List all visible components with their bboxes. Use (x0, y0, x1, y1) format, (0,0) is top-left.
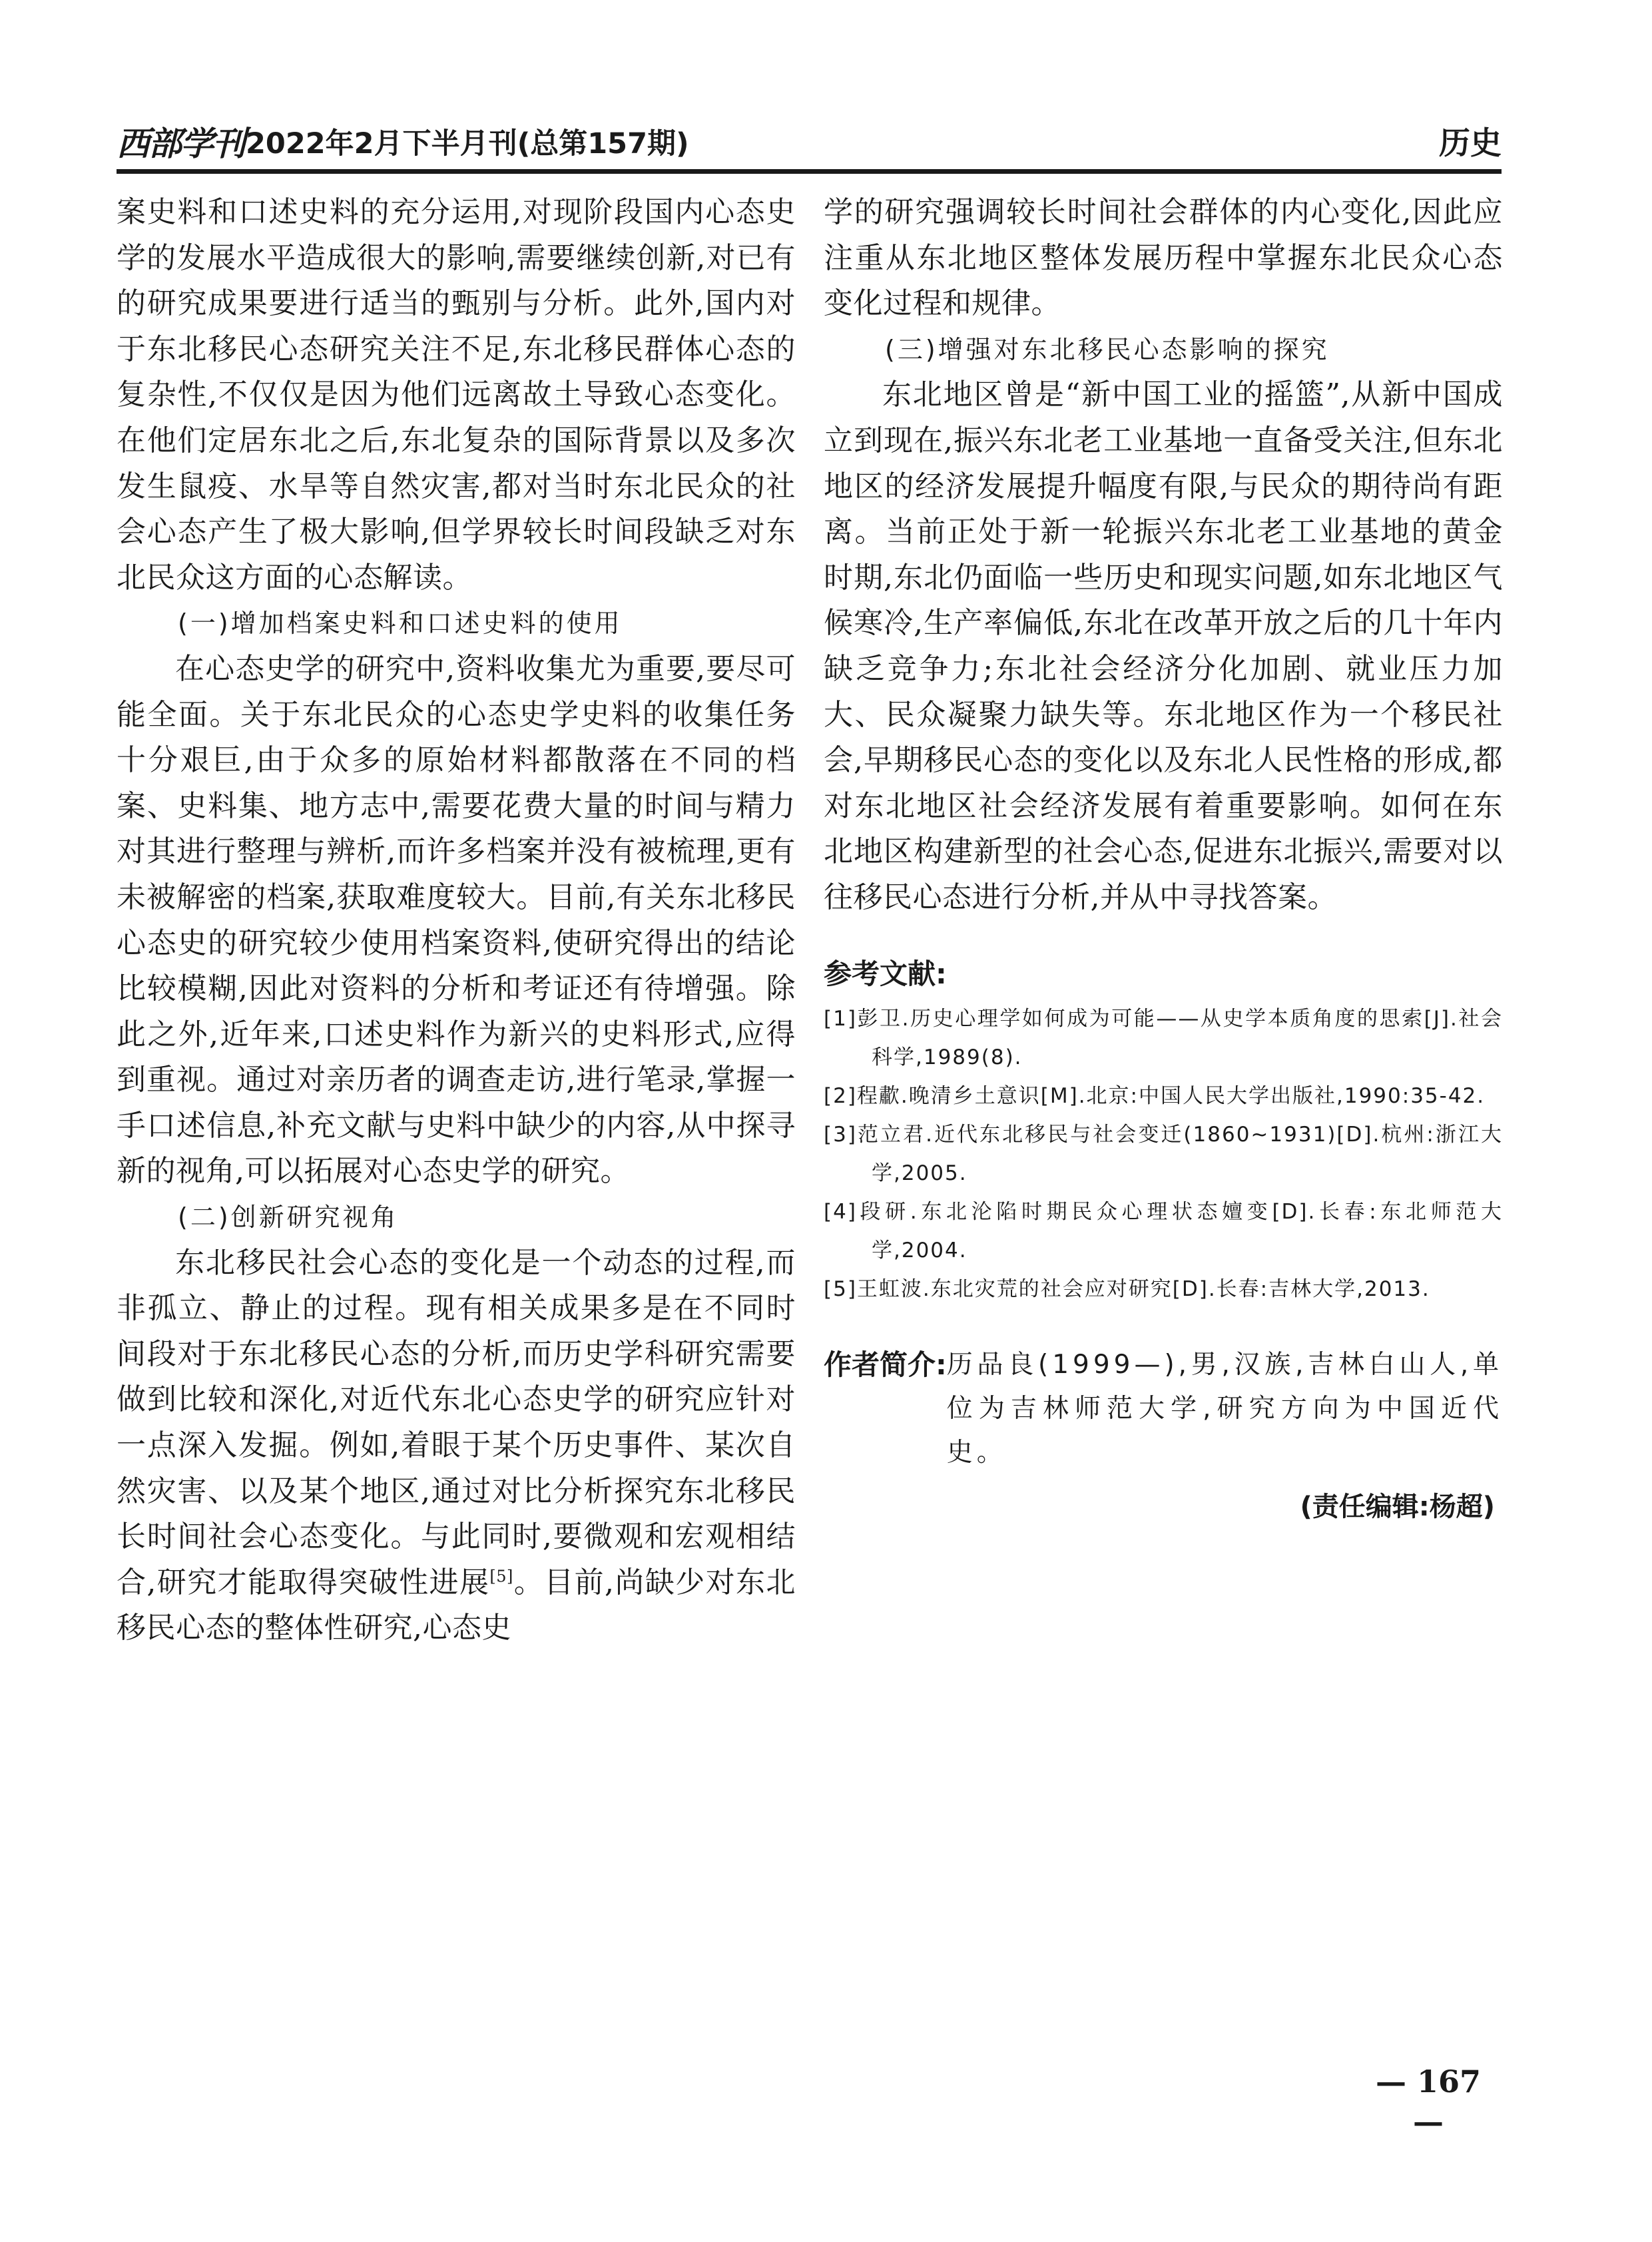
page-header (117, 113, 1502, 164)
author-bio (824, 1343, 1503, 1475)
journal-logo: 西部学刊 (117, 124, 244, 163)
reference-item: [1]彭卫.历史心理学如何成为可能——从史学本质角度的思索[J].社会科学,1989(8). (824, 1006, 1503, 1069)
page-number: — 167 — (1375, 2064, 1482, 2139)
header-left (117, 124, 689, 164)
paragraph-text: 。目前,尚缺少对东北移民心态的整体性研究,心态史 (117, 1565, 796, 1645)
citation-marker: [5] (489, 1567, 513, 1586)
subsection-heading: (一)增加档案史料和口述史料的使用 (178, 609, 623, 639)
header-rule (117, 169, 1502, 174)
subsection-heading: (二)创新研究视角 (178, 1203, 399, 1233)
responsible-editor: (责任编辑:杨超) (1300, 1491, 1495, 1522)
issue-info: 2022年2月下半月刊(总第157期) (246, 127, 689, 160)
reference-item: [4]段研.东北沦陷时期民众心理状态嬗变[D].长春:东北师范大学,2004. (824, 1199, 1503, 1262)
right-column (824, 190, 1503, 1527)
references-heading: 参考文献: (824, 957, 947, 990)
author-bio-text: 历品良(1999—),男,汉族,吉林白山人,单位为吉林师范大学,研究方向为中国近代史。 (946, 1349, 1503, 1468)
reference-item: [5]王虹波.东北灾荒的社会应对研究[D].长春:吉林大学,2013. (824, 1276, 1430, 1301)
body-paragraph (117, 1241, 796, 1651)
reference-item: [2]程歗.晚清乡土意识[M].北京:中国人民大学出版社,1990:35-42. (824, 1083, 1486, 1108)
body-paragraph: 在心态史学的研究中,资料收集尤为重要,要尽可能全面。关于东北民众的心态史学史料的收集任务十分艰巨,由于众多的原始材料都散落在不同的档案、史料集、地方志中,需要花费大量的时间与精力对其进行整理与辨析,而许多档案并没有被梳理,更有未被解密的档案,获取难度较大。目前,有关东北移民心态史的研究较少使用档案资料,使研究得出的结论比较模糊,因此对资料的分析和考证还有待增强。除此之外,近年来,口述史料作为新兴的史料形式,应得到重视。通过对亲历者的调查走访,进行笔录,掌握一手口述信息,补充文献与史料中缺少的内容,从中探寻新的视角,可以拓展对心态史学的研究。 (117, 651, 796, 1189)
section-label: 历史 (1439, 125, 1502, 162)
body-paragraph: 学的研究强调较长时间社会群体的内心变化,因此应注重从东北地区整体发展历程中掌握东北民众心态变化过程和规律。 (824, 195, 1503, 321)
author-bio-label: 作者简介: (824, 1348, 947, 1381)
body-paragraph: 案史料和口述史料的充分运用,对现阶段国内心态史学的发展水平造成很大的影响,需要继续创新,对已有的研究成果要进行适当的甄别与分析。此外,国内对于东北移民心态研究关注不足,东北移民群体心态的复杂性,不仅仅是因为他们远离故土导致心态变化。在他们定居东北之后,东北复杂的国际背景以及多次发生鼠疫、水旱等自然灾害,都对当时东北民众的社会心态产生了极大影响,但学界较长时间段缺乏对东北民众这方面的心态解读。 (117, 195, 796, 595)
left-column (117, 190, 796, 1651)
subsection-heading: (三)增强对东北移民心态影响的探究 (885, 334, 1330, 364)
body-paragraph: 东北地区曾是“新中国工业的摇篮”,从新中国成立到现在,振兴东北老工业基地一直备受关注,但东北地区的经济发展提升幅度有限,与民众的期待尚有距离。当前正处于新一轮振兴东北老工业基地的黄金时期,东北仍面临一些历史和现实问题,如东北地区气候寒冷,生产率偏低,东北在改革开放之后的几十年内缺乏竞争力;东北社会经济分化加剧、就业压力加大、民众凝聚力缺失等。东北地区作为一个移民社会,早期移民心态的变化以及东北人民性格的形成,都对东北地区社会经济发展有着重要影响。如何在东北地区构建新型的社会心态,促进东北振兴,需要对以往移民心态进行分析,并从中寻找答案。 (824, 378, 1503, 914)
paragraph-text: 东北移民社会心态的变化是一个动态的过程,而非孤立、静止的过程。现有相关成果多是在不同时间段对于东北移民心态的分析,而历史学科研究需要做到比较和深化,对近代东北心态史学的研究应针对一点深入发掘。例如,着眼于某个历史事件、某次自然灾害、以及某个地区,通过对比分析探究东北移民长时间社会心态变化。与此同时,要微观和宏观相结合,研究才能取得突破性进展 (117, 1245, 796, 1599)
reference-item: [3]范立君.近代东北移民与社会变迁(1860~1931)[D].杭州:浙江大学,2005. (824, 1122, 1503, 1185)
